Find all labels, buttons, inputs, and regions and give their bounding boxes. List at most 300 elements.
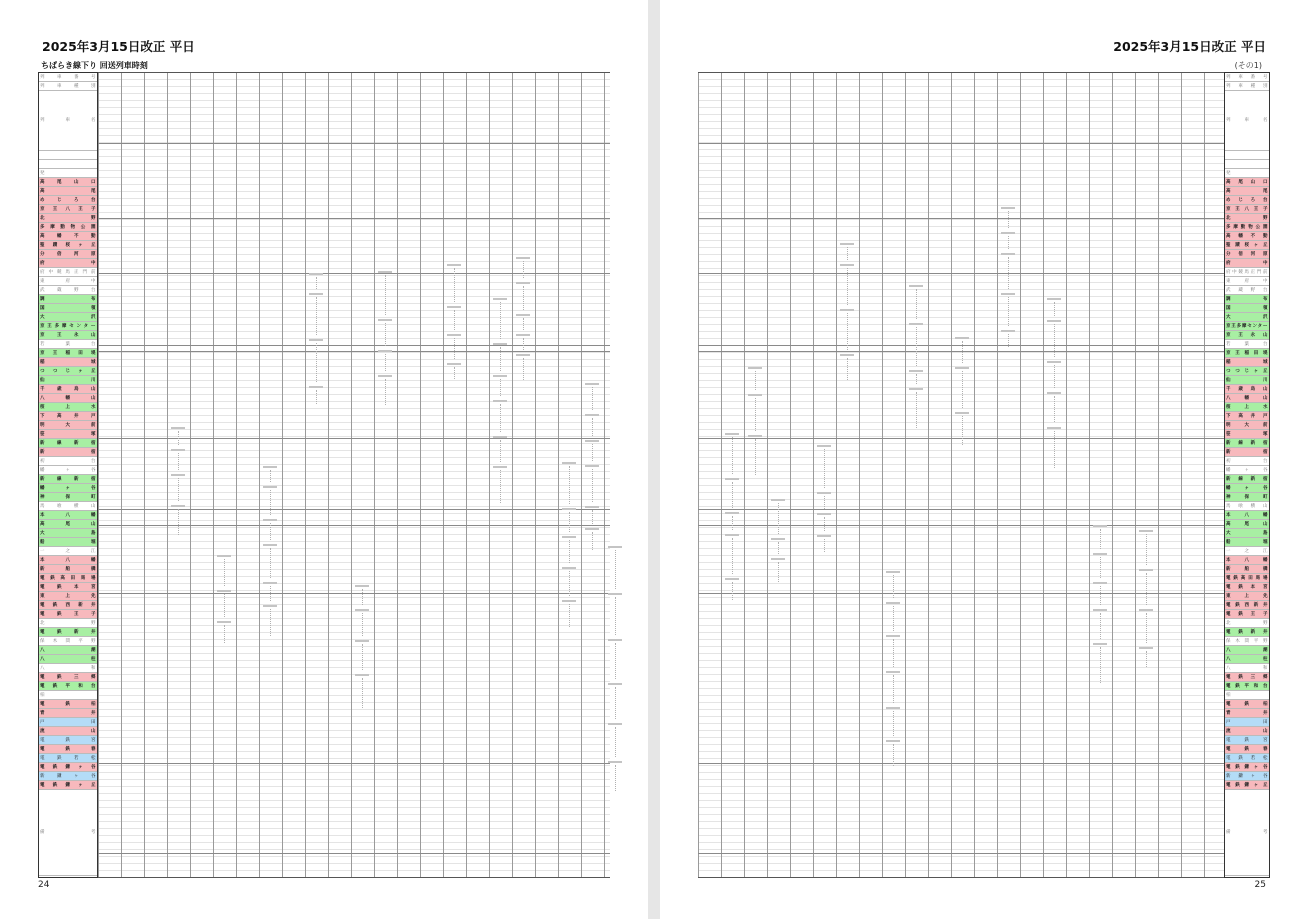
station-row: 電鉄春 [1226, 747, 1268, 752]
station-row: 高尾山口 [1226, 180, 1268, 185]
station-row: 電鉄王子 [1226, 612, 1268, 617]
pass-through-mark [362, 644, 364, 671]
station-row: 新線新宿 [1226, 441, 1268, 446]
station-row: 新宿 [40, 450, 96, 455]
time-entry-mark [378, 319, 392, 321]
time-entry-mark [493, 436, 507, 438]
time-entry-mark [955, 412, 969, 414]
pass-through-mark [778, 503, 780, 534]
pass-through-mark [523, 318, 525, 331]
station-row: 京王多摩センター [1226, 324, 1268, 329]
pass-through-mark [916, 374, 918, 384]
time-entry-mark [608, 593, 622, 595]
time-entry-mark [516, 282, 530, 284]
pass-through-mark [732, 582, 734, 600]
time-entry-mark [955, 337, 969, 339]
time-entry-mark [886, 602, 900, 604]
section-divider [98, 509, 610, 510]
time-entry-mark [1139, 569, 1153, 571]
station-row: 八和 [1226, 666, 1268, 671]
station-row [1225, 151, 1269, 160]
time-entry-mark [562, 462, 576, 464]
pass-through-mark [500, 347, 502, 371]
section-divider [98, 525, 610, 526]
station-row: 電鉄春 [40, 747, 96, 752]
time-entry-mark [447, 264, 461, 266]
station-row: 新線新宿 [40, 477, 96, 482]
time-entry-mark [447, 363, 461, 365]
station-row: 八柱 [40, 657, 96, 662]
station-row: 分倍河原 [1226, 252, 1268, 257]
timetable-left [38, 72, 610, 878]
station-row: 京王八王子 [1226, 207, 1268, 212]
pass-through-mark [1054, 365, 1056, 388]
station-row: 高幡不動 [1226, 234, 1268, 239]
station-row: 新宿 [1226, 450, 1268, 455]
station-row: 初台 [1226, 459, 1268, 464]
station-row: 八和 [40, 666, 96, 671]
section-divider [98, 593, 610, 594]
time-entry-mark [263, 519, 277, 521]
pass-through-mark [224, 625, 226, 644]
timetable-subtitle: ちばらき線下り 回送列車時刻 [41, 61, 148, 70]
station-row: 新船橋 [1226, 567, 1268, 572]
pass-through-mark [732, 516, 734, 530]
station-row: 府中 [1226, 261, 1268, 266]
station-row: 備考 [39, 790, 97, 876]
station-row: 馬喰横山 [40, 504, 96, 509]
pass-through-mark [270, 490, 272, 515]
time-entry-mark [585, 440, 599, 442]
pass-through-mark [385, 275, 387, 315]
time-entry-mark [608, 761, 622, 763]
pass-through-mark [1008, 257, 1010, 289]
time-entry-mark [585, 414, 599, 416]
time-entry-mark [1093, 643, 1107, 645]
pass-through-mark [847, 268, 849, 305]
station-row: 電鉄本宮 [40, 585, 96, 590]
station-row: 明大前 [40, 423, 96, 428]
time-entry-mark [493, 375, 507, 377]
station-row: 一之江 [40, 549, 96, 554]
pass-through-mark [270, 548, 272, 578]
station-row: 府中競馬正門前 [40, 270, 96, 275]
time-entry-mark [840, 309, 854, 311]
time-entry-mark [171, 427, 185, 429]
page-25 [660, 0, 1308, 919]
station-row: 電鉄西新井 [1226, 603, 1268, 608]
time-entry-mark [771, 558, 785, 560]
pass-through-mark [962, 416, 964, 444]
time-entry-mark [309, 293, 323, 295]
station-row: 八潮 [1226, 648, 1268, 653]
time-entry-mark [771, 499, 785, 501]
time-entry-mark [840, 354, 854, 356]
time-entry-mark [378, 271, 392, 273]
time-entry-mark [1047, 298, 1061, 300]
station-row: 電鉄若松 [40, 756, 96, 761]
station-row: 聖蹟桜ヶ丘 [1226, 243, 1268, 248]
timetable-grid [98, 72, 610, 878]
pass-through-mark [500, 302, 502, 339]
station-row: 東府中 [1226, 279, 1268, 284]
station-row: 戸田 [1226, 720, 1268, 725]
time-entry-mark [1139, 530, 1153, 532]
station-row: 新船橋 [40, 567, 96, 572]
station-row: 電鉄高田馬場 [1226, 576, 1268, 581]
time-entry-mark [493, 298, 507, 300]
station-row: 電鉄王子 [40, 612, 96, 617]
station-row: 八幡山 [1226, 396, 1268, 401]
station-row: 保木間平野 [40, 639, 96, 644]
time-entry-mark [840, 264, 854, 266]
station-row: 大沢 [40, 315, 96, 320]
pass-through-mark [615, 550, 617, 589]
time-entry-mark [355, 674, 369, 676]
pass-through-mark [523, 338, 525, 349]
pass-through-mark [1146, 613, 1148, 643]
pass-through-mark [778, 562, 780, 582]
station-row: 馬喰横山 [1226, 504, 1268, 509]
time-entry-mark [355, 640, 369, 642]
time-entry-mark [355, 609, 369, 611]
station-row: 電鉄若松 [1226, 756, 1268, 761]
station-row: 新線新宿 [40, 441, 96, 446]
station-column [38, 72, 98, 878]
pass-through-mark [615, 597, 617, 635]
station-row: 稲城 [1226, 360, 1268, 365]
page-header-title: 2025年3月15日改正 平日 [1113, 39, 1266, 54]
pass-through-mark [893, 744, 895, 766]
page-number: 24 [38, 880, 50, 890]
timetable-grid [698, 72, 1224, 878]
station-row: 幡ヶ谷 [1226, 486, 1268, 491]
time-entry-mark [1139, 609, 1153, 611]
time-entry-mark [171, 474, 185, 476]
time-entry-mark [608, 546, 622, 548]
station-row: 船堀 [40, 540, 96, 545]
time-entry-mark [771, 538, 785, 540]
station-row: 幡ヶ谷 [1226, 468, 1268, 473]
time-entry-mark [1047, 320, 1061, 322]
station-row: 幡ヶ谷 [40, 468, 96, 473]
station-row: 柏 [1225, 691, 1269, 700]
station-row: 明大前 [1226, 423, 1268, 428]
time-entry-mark [516, 314, 530, 316]
pass-through-mark [1100, 647, 1102, 683]
pass-through-mark [385, 354, 387, 371]
pass-through-mark [592, 510, 594, 524]
section-divider [698, 509, 1224, 510]
time-entry-mark [493, 466, 507, 468]
section-divider [698, 525, 1224, 526]
time-entry-mark [585, 506, 599, 508]
pass-through-mark [178, 431, 180, 444]
pass-through-mark [569, 540, 571, 563]
station-row: 府中 [40, 261, 96, 266]
station-row: 稲城 [40, 360, 96, 365]
time-entry-mark [725, 478, 739, 480]
page-number: 25 [1254, 880, 1266, 890]
station-row: 下高井戸 [40, 414, 96, 419]
time-entry-mark [171, 505, 185, 507]
station-row: 高尾山 [40, 522, 96, 527]
station-row: 八柱 [1226, 657, 1268, 662]
time-entry-mark [725, 578, 739, 580]
station-row: 電鉄西新井 [40, 603, 96, 608]
time-entry-mark [585, 465, 599, 467]
pass-through-mark [1054, 302, 1056, 316]
pass-through-mark [1100, 613, 1102, 639]
section-divider [698, 853, 1224, 854]
section-divider [698, 218, 1224, 219]
station-row: 大島 [40, 531, 96, 536]
time-entry-mark [562, 536, 576, 538]
station-row: 桜上水 [1226, 405, 1268, 410]
station-row [39, 151, 97, 160]
station-row: 電鉄平和台 [40, 684, 96, 689]
page-24 [0, 0, 648, 919]
time-entry-mark [562, 567, 576, 569]
station-row: 本八幡 [40, 513, 96, 518]
pass-through-mark [615, 727, 617, 756]
station-row: 神保町 [40, 495, 96, 500]
pass-through-mark [500, 440, 502, 462]
station-row: めじろ台 [1226, 198, 1268, 203]
pass-through-mark [893, 639, 895, 668]
station-row [39, 160, 97, 169]
station-row: 北野 [1226, 216, 1268, 221]
pass-through-mark [178, 478, 180, 501]
station-row: 列車名 [1225, 91, 1269, 151]
pass-through-mark [316, 297, 318, 335]
pass-through-mark [569, 512, 571, 532]
pass-through-mark [523, 358, 525, 380]
station-row: 新鎌ヶ谷 [40, 774, 96, 779]
station-row: 調布 [40, 297, 96, 302]
section-divider [698, 351, 1224, 352]
time-entry-mark [886, 707, 900, 709]
pass-through-mark [592, 532, 594, 550]
pass-through-mark [523, 286, 525, 310]
time-entry-mark [309, 273, 323, 275]
station-row: つつじヶ丘 [1226, 369, 1268, 374]
pass-through-mark [755, 439, 757, 475]
time-entry-mark [725, 433, 739, 435]
page-header-title: 2025年3月15日改正 平日 [42, 39, 195, 54]
station-row: 京王八王子 [40, 207, 96, 212]
section-divider [98, 351, 610, 352]
station-row: 青井 [40, 711, 96, 716]
pass-through-mark [362, 589, 364, 605]
pass-through-mark [592, 469, 594, 501]
time-entry-mark [263, 544, 277, 546]
pass-through-mark [732, 437, 734, 474]
station-row: 北野 [1226, 621, 1268, 626]
pass-through-mark [962, 371, 964, 409]
time-entry-mark [817, 445, 831, 447]
station-row: 電鉄新井 [40, 630, 96, 635]
pass-through-mark [592, 444, 594, 461]
pass-through-mark [362, 613, 364, 636]
time-entry-mark [171, 449, 185, 451]
station-row: 武蔵野台 [1226, 288, 1268, 293]
time-entry-mark [840, 243, 854, 245]
station-row: 京王永山 [40, 333, 96, 338]
time-entry-mark [378, 350, 392, 352]
station-row: 新鎌ヶ谷 [1226, 774, 1268, 779]
time-entry-mark [608, 683, 622, 685]
station-row: 府中競馬正門前 [1226, 270, 1268, 275]
section-divider [98, 143, 610, 144]
pass-through-mark [569, 466, 571, 505]
pass-through-mark [385, 323, 387, 346]
pass-through-mark [847, 313, 849, 350]
station-row: 大沢 [1226, 315, 1268, 320]
station-row: 笹塚 [40, 432, 96, 437]
page-gutter [648, 0, 660, 919]
pass-through-mark [316, 390, 318, 404]
pass-through-mark [824, 449, 826, 488]
time-entry-mark [1093, 582, 1107, 584]
station-row: 下高井戸 [1226, 414, 1268, 419]
pass-through-mark [847, 358, 849, 380]
time-entry-mark [493, 343, 507, 345]
time-entry-mark [748, 394, 762, 396]
pass-through-mark [270, 586, 272, 601]
section-divider [98, 853, 610, 854]
pass-through-mark [1100, 557, 1102, 577]
pass-through-mark [615, 643, 617, 679]
time-entry-mark [585, 528, 599, 530]
station-row: 電鉄宮 [1226, 738, 1268, 743]
time-entry-mark [516, 334, 530, 336]
station-row: 初台 [40, 459, 96, 464]
station-row: めじろ台 [40, 198, 96, 203]
station-row: 新線新宿 [1226, 477, 1268, 482]
time-entry-mark [1001, 253, 1015, 255]
pass-through-mark [1054, 324, 1056, 357]
station-row: 若葉台 [1226, 342, 1268, 347]
pass-through-mark [893, 675, 895, 702]
station-row: 列車種別 [1226, 84, 1268, 89]
pass-through-mark [824, 517, 826, 531]
station-row: 京王稲田堤 [40, 351, 96, 356]
pass-through-mark [755, 398, 757, 432]
pass-through-mark [893, 606, 895, 631]
pass-through-mark [893, 575, 895, 597]
pass-through-mark [500, 404, 502, 432]
station-row: 多摩動物公園 [1226, 225, 1268, 230]
pass-through-mark [778, 542, 780, 554]
pass-through-mark [178, 453, 180, 470]
time-entry-mark [817, 535, 831, 537]
time-entry-mark [1001, 330, 1015, 332]
time-entry-mark [1093, 609, 1107, 611]
station-row: 聖蹟桜ヶ丘 [40, 243, 96, 248]
time-entry-mark [909, 323, 923, 325]
pass-through-mark [1146, 651, 1148, 667]
station-row: 東上先 [1226, 594, 1268, 599]
station-row: 青井 [1226, 711, 1268, 716]
station-row: 国領 [1226, 306, 1268, 311]
time-entry-mark [309, 339, 323, 341]
station-row: 仙川 [40, 378, 96, 383]
pass-through-mark [893, 711, 895, 736]
station-row: 八潮 [40, 648, 96, 653]
pass-through-mark [569, 604, 571, 627]
station-row: 若葉台 [40, 342, 96, 347]
station-row: 本八幡 [40, 558, 96, 563]
time-entry-mark [1047, 361, 1061, 363]
pass-through-mark [270, 609, 272, 636]
station-row: 船堀 [1226, 540, 1268, 545]
time-entry-mark [1047, 427, 1061, 429]
pass-through-mark [385, 379, 387, 405]
pass-through-mark [316, 277, 318, 289]
pass-through-mark [178, 509, 180, 534]
section-divider [698, 763, 1224, 764]
time-entry-mark [886, 671, 900, 673]
time-entry-mark [748, 367, 762, 369]
pass-through-mark [224, 594, 226, 616]
section-divider [98, 763, 610, 764]
station-row: 電鉄柏 [40, 702, 96, 707]
section-divider [698, 438, 1224, 439]
pass-through-mark [1146, 534, 1148, 565]
pass-through-mark [1100, 586, 1102, 605]
section-divider [698, 143, 1224, 144]
section-divider [698, 345, 1224, 346]
time-entry-mark [955, 367, 969, 369]
station-row: 多摩動物公園 [40, 225, 96, 230]
time-entry-mark [817, 492, 831, 494]
time-entry-mark [725, 534, 739, 536]
pass-through-mark [454, 310, 456, 331]
time-entry-mark [263, 486, 277, 488]
station-row: 幡ヶ谷 [40, 486, 96, 491]
time-entry-mark [1001, 207, 1015, 209]
time-entry-mark [1047, 392, 1061, 394]
station-row: 武蔵野台 [40, 288, 96, 293]
station-row: 列車種別 [40, 84, 96, 89]
station-row: 電鉄鎌ヶ谷 [40, 765, 96, 770]
pass-through-mark [615, 687, 617, 719]
time-entry-mark [309, 386, 323, 388]
pass-through-mark [916, 392, 918, 428]
station-row: 調布 [1226, 297, 1268, 302]
part-label: (その1) [1234, 61, 1262, 70]
pass-through-mark [224, 559, 226, 587]
station-row: 電鉄鎌ヶ丘 [1226, 783, 1268, 788]
time-entry-mark [748, 435, 762, 437]
station-row: 京王多摩センター [40, 324, 96, 329]
station-row: 戸田 [40, 720, 96, 725]
pass-through-mark [732, 538, 734, 575]
time-entry-mark [608, 639, 622, 641]
station-row: 列車名 [39, 91, 97, 151]
time-entry-mark [263, 466, 277, 468]
station-row: 仙川 [1226, 378, 1268, 383]
time-entry-mark [516, 257, 530, 259]
station-row: 高尾山 [1226, 522, 1268, 527]
station-row: 千歳烏山 [1226, 387, 1268, 392]
section-divider [98, 273, 610, 274]
station-row: 国領 [40, 306, 96, 311]
section-divider [98, 218, 610, 219]
time-entry-mark [886, 635, 900, 637]
station-row: 笹塚 [1226, 432, 1268, 437]
